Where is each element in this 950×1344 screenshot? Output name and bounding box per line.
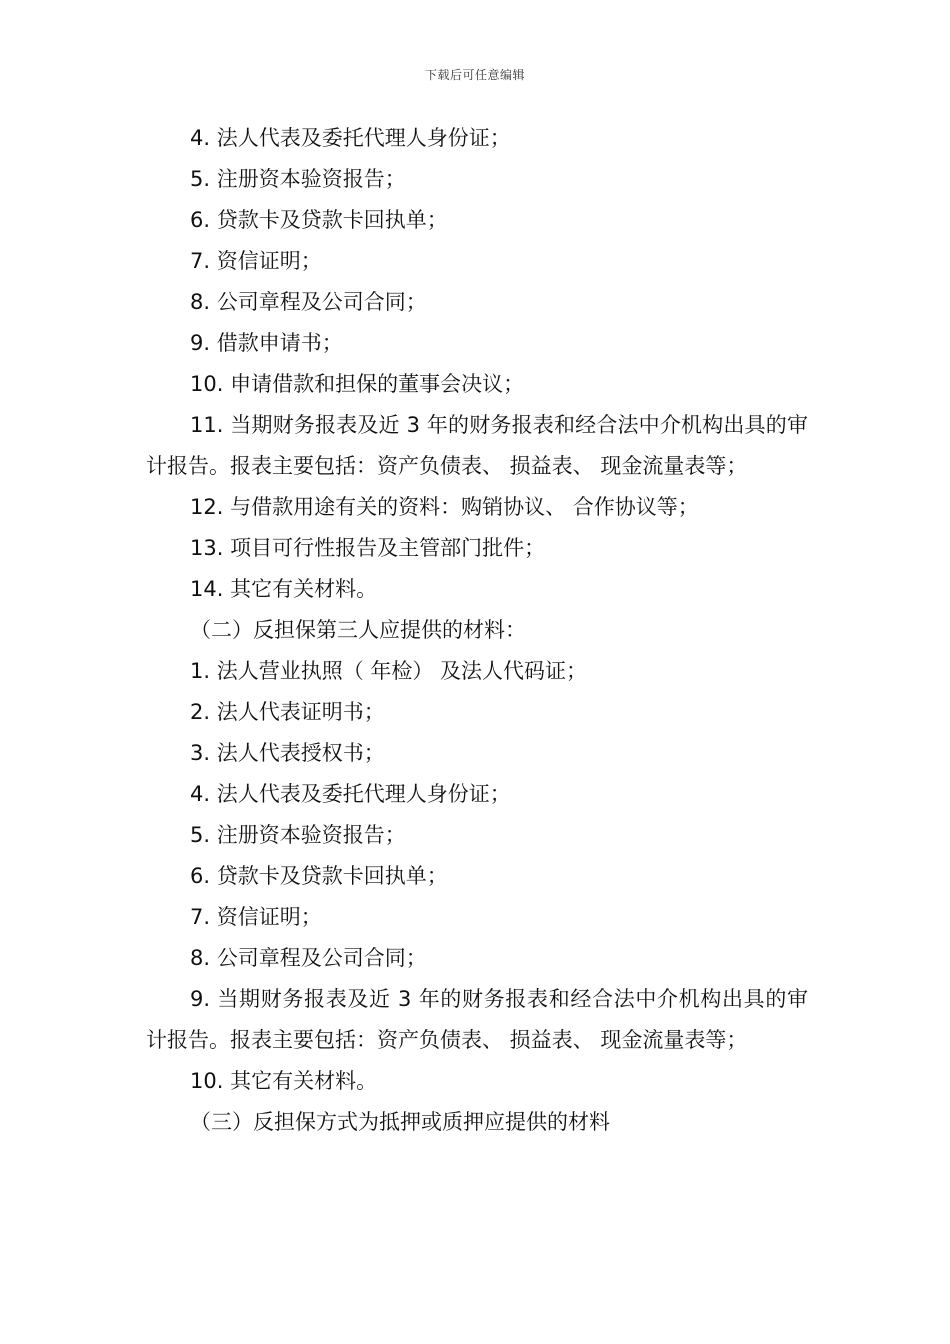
list-item: 6. 贷款卡及贷款卡回执单； <box>190 864 448 888</box>
list-item: 5. 注册资本验资报告； <box>190 823 406 847</box>
section-heading: （二）反担保第三人应提供的材料： <box>190 618 526 642</box>
document-body <box>146 118 808 1143</box>
list-item: 13. 项目可行性报告及主管部门批件； <box>190 536 546 560</box>
list-item: 5. 注册资本验资报告； <box>190 167 406 191</box>
list-item: 8. 公司章程及公司合同； <box>190 290 427 314</box>
section-heading: （三）反担保方式为抵押或质押应提供的材料 <box>190 1110 610 1134</box>
list-item: 7. 资信证明； <box>190 249 322 273</box>
list-item: 8. 公司章程及公司合同； <box>190 946 427 970</box>
list-item: 6. 贷款卡及贷款卡回执单； <box>190 208 448 232</box>
list-item: 9. 当期财务报表及近 3 年的财务报表和经合法中介机构出具的审计报告。报表主要包括：资产负债表、 损益表、 现金流量表等； <box>146 987 808 1052</box>
list-item: 10. 其它有关材料。 <box>190 1069 378 1093</box>
list-item: 2. 法人代表证明书； <box>190 700 385 724</box>
list-item: 12. 与借款用途有关的资料：购销协议、 合作协议等； <box>190 495 699 519</box>
list-item: 11. 当期财务报表及近 3 年的财务报表和经合法中介机构出具的审计报告。报表主要包括：资产负债表、 损益表、 现金流量表等； <box>146 413 808 478</box>
list-item: 3. 法人代表授权书； <box>190 741 385 765</box>
list-item: 4. 法人代表及委托代理人身份证； <box>190 126 511 150</box>
page-header: 下载后可任意编辑 <box>424 68 525 82</box>
list-item: 9. 借款申请书； <box>190 331 343 355</box>
list-item: 1. 法人营业执照（ 年检） 及法人代码证； <box>190 659 588 683</box>
list-item: 4. 法人代表及委托代理人身份证； <box>190 782 511 806</box>
list-item: 10. 申请借款和担保的董事会决议； <box>190 372 525 396</box>
list-item: 14. 其它有关材料。 <box>190 577 378 601</box>
list-item: 7. 资信证明； <box>190 905 322 929</box>
